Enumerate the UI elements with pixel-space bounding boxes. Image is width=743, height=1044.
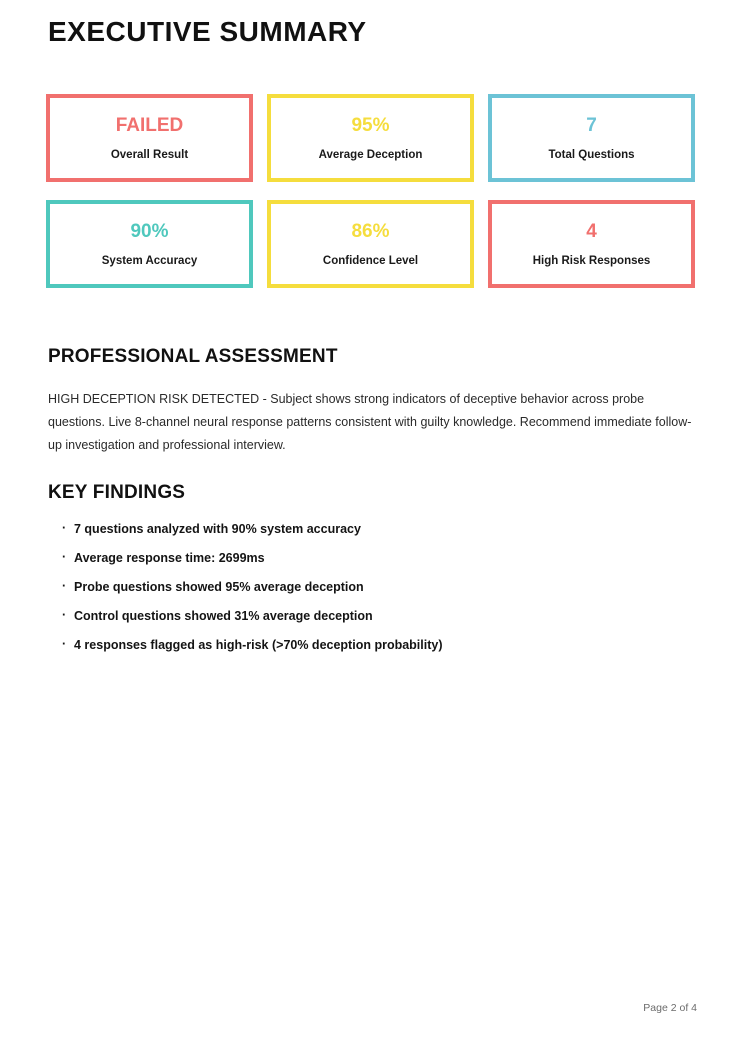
list-item: · Average response time: 2699ms <box>62 551 682 565</box>
card-value: 95% <box>351 114 390 136</box>
card-label: Total Questions <box>548 148 635 161</box>
list-item: · Probe questions showed 95% average deception <box>62 580 682 594</box>
summary-card-overall-result <box>46 94 253 182</box>
summary-card-average-deception <box>267 94 474 182</box>
card-value: FAILED <box>115 114 184 136</box>
card-label: High Risk Responses <box>532 254 651 267</box>
key-findings-list <box>62 522 682 667</box>
list-item: · Control questions showed 31% average deception <box>62 609 682 623</box>
summary-card-total-questions <box>488 94 695 182</box>
professional-assessment-body: HIGH DECEPTION RISK DETECTED - Subject shows strong indicators of deceptive behavior across probe questions. Live 8-channel neural response patterns consistent with guilty knowledge. Recommend immediate follow-up investigation and professional interview. <box>48 392 692 453</box>
summary-card-system-accuracy <box>46 200 253 288</box>
summary-card-high-risk-responses <box>488 200 695 288</box>
page-title: EXECUTIVE SUMMARY <box>48 16 367 47</box>
list-item: · 4 responses flagged as high-risk (>70% deception probability) <box>62 638 682 652</box>
card-label: Overall Result <box>110 148 189 161</box>
list-item: · 7 questions analyzed with 90% system accuracy <box>62 522 682 536</box>
professional-assessment-heading: PROFESSIONAL ASSESSMENT <box>48 346 338 367</box>
summary-card-confidence-level <box>267 200 474 288</box>
card-label: Average Deception <box>318 148 423 161</box>
card-label: System Accuracy <box>101 254 198 267</box>
card-value: 90% <box>130 220 169 242</box>
summary-card-grid <box>46 94 698 288</box>
card-value: 4 <box>586 220 597 242</box>
card-label: Confidence Level <box>322 254 419 267</box>
page-footer: Page 2 of 4 <box>643 1002 697 1014</box>
card-value: 7 <box>586 114 597 136</box>
card-value: 86% <box>351 220 390 242</box>
key-findings-heading: KEY FINDINGS <box>48 482 186 503</box>
